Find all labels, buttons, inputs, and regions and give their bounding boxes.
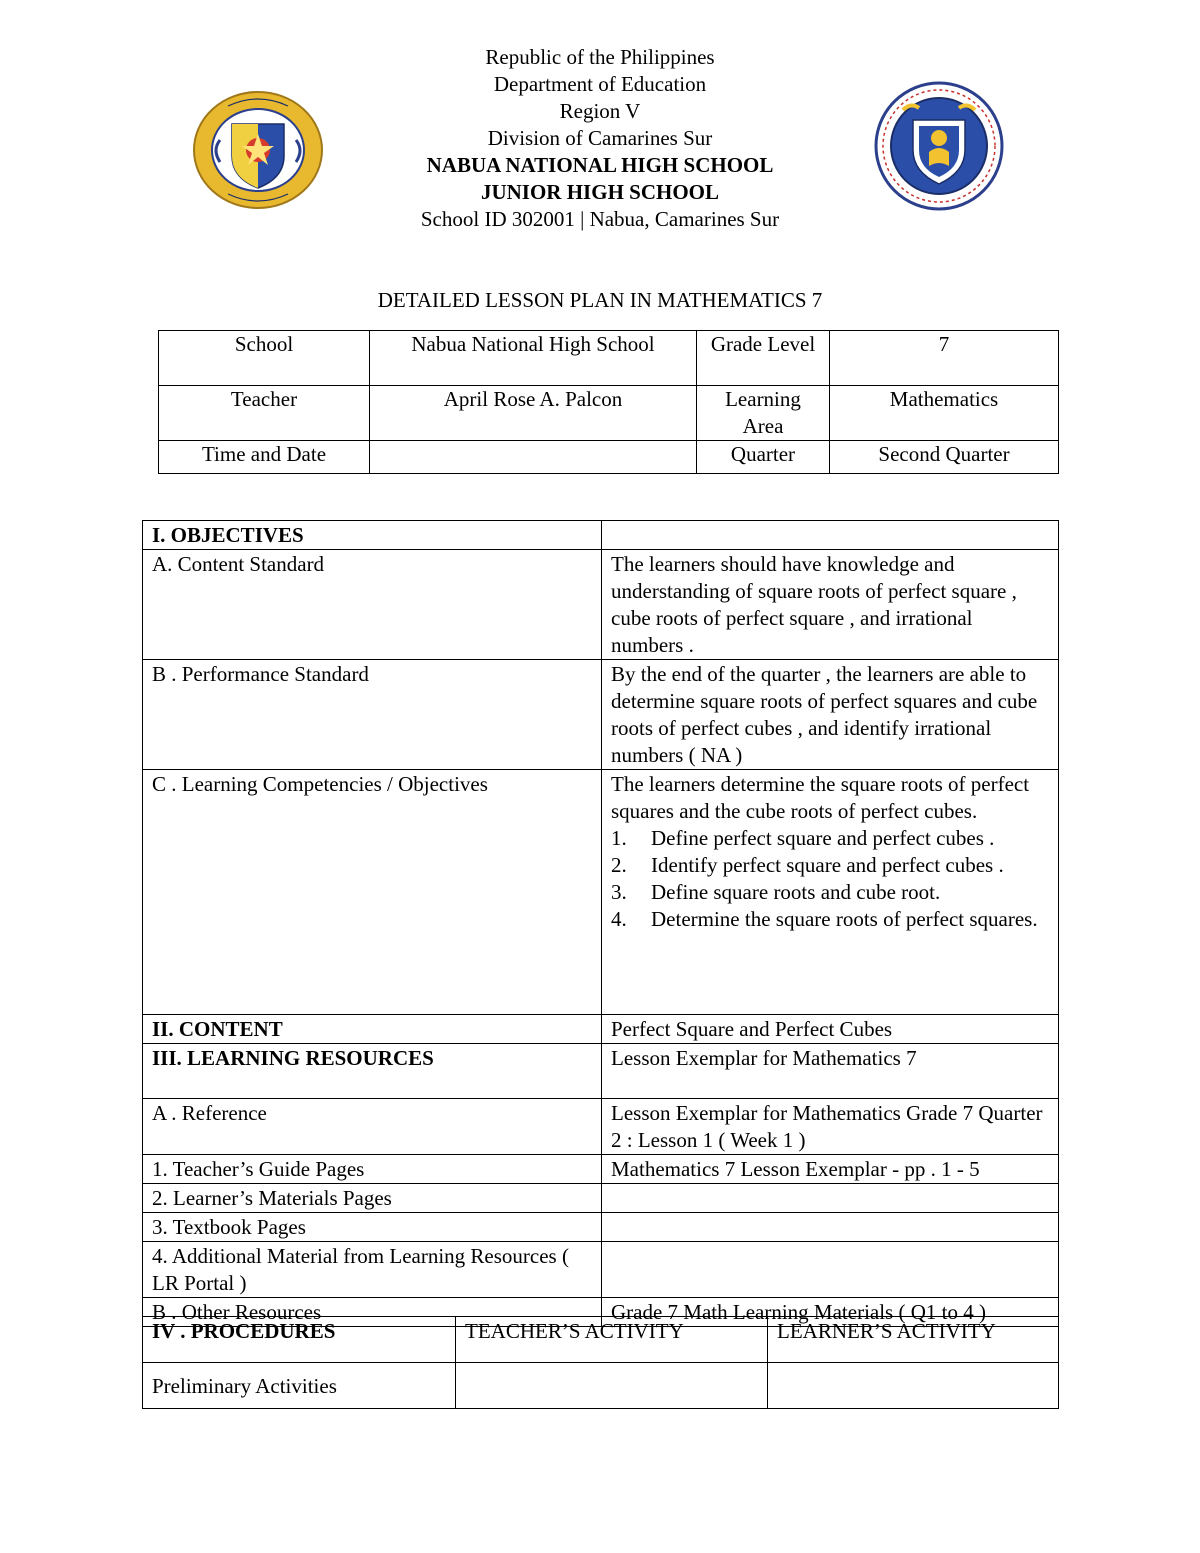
learners-materials-row — [143, 1184, 1059, 1213]
reference-row — [143, 1099, 1059, 1155]
content-standard-label: A. Content Standard — [143, 550, 602, 660]
letterhead — [0, 44, 1200, 233]
competencies-intro: The learners determine the square roots of perfect squares and the cube roots of perfect cubes. — [611, 772, 1030, 823]
quarter-value: Second Quarter — [830, 441, 1059, 474]
teachers-guide-value: Mathematics 7 Lesson Exemplar - pp . 1 - 5 — [602, 1155, 1059, 1184]
other-resources-value: Grade 7 Math Learning Materials ( Q1 to 4 ) — [602, 1298, 1059, 1327]
additional-material-label: 4. Additional Material from Learning Resources ( LR Portal ) — [143, 1242, 602, 1298]
performance-standard-row — [143, 660, 1059, 770]
time-value — [370, 441, 697, 474]
competencies-label: C . Learning Competencies / Objectives — [143, 770, 602, 1015]
grade-value: 7 — [830, 331, 1059, 386]
area-value: Mathematics — [830, 386, 1059, 441]
textbook-value — [602, 1213, 1059, 1242]
procedures-heading-row — [143, 1317, 1059, 1363]
grade-label: Grade Level — [697, 331, 830, 386]
info-row-time — [159, 441, 1059, 474]
header-school-name: NABUA NATIONAL HIGH SCHOOL — [426, 153, 774, 177]
competency-item: 3. Define square roots and cube root. — [611, 880, 941, 904]
school-value: Nabua National High School — [370, 331, 697, 386]
resources-row — [143, 1044, 1059, 1099]
additional-material-value — [602, 1242, 1059, 1298]
reference-value: Lesson Exemplar for Mathematics Grade 7 Quarter 2 : Lesson 1 ( Week 1 ) — [602, 1099, 1059, 1155]
header-school-level: JUNIOR HIGH SCHOOL — [480, 180, 720, 204]
deped-seal-logo — [873, 80, 1005, 212]
lesson-plan-table — [142, 520, 1059, 1327]
preliminary-learner-cell — [768, 1363, 1059, 1409]
objectives-heading-row — [143, 521, 1059, 550]
teachers-guide-row — [143, 1155, 1059, 1184]
content-heading: II. CONTENT — [143, 1015, 602, 1044]
competencies-row — [143, 770, 1059, 1015]
resources-value: Lesson Exemplar for Mathematics 7 — [602, 1044, 1059, 1099]
textbook-label: 3. Textbook Pages — [143, 1213, 602, 1242]
procedures-heading: IV . PROCEDURES — [143, 1317, 456, 1363]
preliminary-label: Preliminary Activities — [143, 1363, 456, 1409]
preliminary-row — [143, 1363, 1059, 1409]
competency-item: 2. Identify perfect square and perfect cubes . — [611, 853, 1004, 877]
textbook-row — [143, 1213, 1059, 1242]
competency-item: 4. Determine the square roots of perfect squares. — [611, 907, 1038, 931]
school-seal-logo — [192, 90, 324, 210]
content-value: Perfect Square and Perfect Cubes — [602, 1015, 1059, 1044]
info-row-teacher — [159, 386, 1059, 441]
header-republic: Republic of the Philippines — [485, 45, 715, 69]
procedures-table — [142, 1316, 1059, 1409]
area-label: Learning Area — [697, 386, 830, 441]
header-school-id: School ID 302001 | Nabua, Camarines Sur — [420, 207, 780, 231]
competencies-value — [602, 770, 1059, 1015]
objectives-heading-value — [602, 521, 1059, 550]
lesson-info-table — [158, 330, 1059, 474]
teacher-label: Teacher — [159, 386, 370, 441]
competencies-list — [611, 825, 1049, 933]
preliminary-teacher-cell — [456, 1363, 768, 1409]
reference-label: A . Reference — [143, 1099, 602, 1155]
competency-item: 1. Define perfect square and perfect cubes . — [611, 826, 995, 850]
performance-standard-value: By the end of the quarter , the learners are able to determine square roots of perfect squares and cube roots of perfect cubes , and identify irrational numbers ( NA ) — [602, 660, 1059, 770]
teacher-value: April Rose A. Palcon — [370, 386, 697, 441]
time-label: Time and Date — [159, 441, 370, 474]
content-row — [143, 1015, 1059, 1044]
info-row-school — [159, 331, 1059, 386]
school-label: School — [159, 331, 370, 386]
document-title: DETAILED LESSON PLAN IN MATHEMATICS 7 — [377, 288, 823, 312]
learners-materials-value — [602, 1184, 1059, 1213]
learners-materials-label: 2. Learner’s Materials Pages — [143, 1184, 602, 1213]
performance-standard-label: B . Performance Standard — [143, 660, 602, 770]
header-department: Department of Education — [493, 72, 707, 96]
content-standard-value: The learners should have knowledge and understanding of square roots of perfect square , cube roots of perfect square , and irrational numbers . — [602, 550, 1059, 660]
teacher-activity-header: TEACHER’S ACTIVITY — [456, 1317, 768, 1363]
resources-heading: III. LEARNING RESOURCES — [143, 1044, 602, 1099]
header-region: Region V — [559, 99, 641, 123]
header-division: Division of Camarines Sur — [487, 126, 713, 150]
teachers-guide-label: 1. Teacher’s Guide Pages — [143, 1155, 602, 1184]
additional-material-row — [143, 1242, 1059, 1298]
content-standard-row — [143, 550, 1059, 660]
quarter-label: Quarter — [697, 441, 830, 474]
objectives-heading: I. OBJECTIVES — [143, 521, 602, 550]
learner-activity-header: LEARNER’S ACTIVITY — [768, 1317, 1059, 1363]
other-resources-label: B . Other Resources — [143, 1298, 602, 1327]
